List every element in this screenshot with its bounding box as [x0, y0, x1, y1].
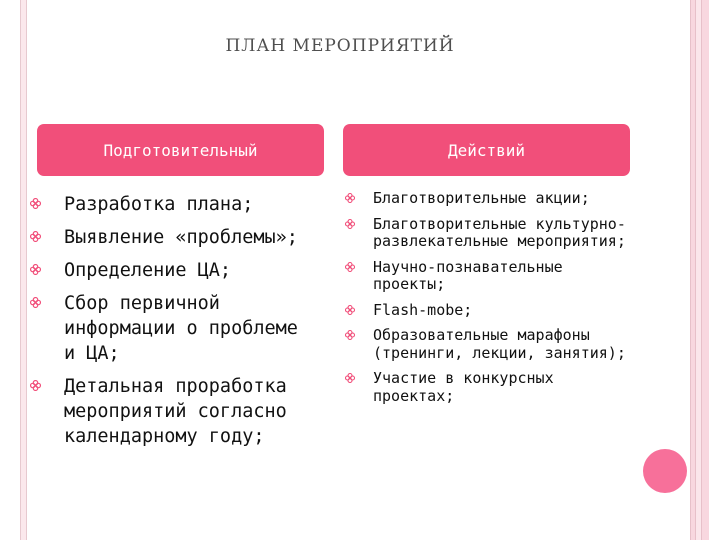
- four-petal-bullet-icon: [30, 231, 41, 242]
- column-header-label: Подготовительный: [103, 140, 258, 160]
- list-item: [30, 374, 315, 449]
- four-petal-bullet-icon: [30, 297, 41, 308]
- list-item-text: Определение ЦА;: [64, 260, 232, 281]
- list-item-text: Flash-mobe;: [373, 300, 473, 319]
- list-item-text: Выявление «проблемы»;: [64, 227, 298, 248]
- list-item: [345, 370, 635, 405]
- list-item: [345, 259, 635, 294]
- list-item: [30, 225, 315, 250]
- list-item-text: Образовательные марафоны (тренинги, лекции, занятия);: [373, 326, 626, 362]
- list-item-text: Сбор первичной информации о проблеме и ЦА;: [64, 293, 298, 364]
- column-header-actions: [343, 124, 630, 176]
- four-petal-bullet-icon: [345, 330, 355, 340]
- list-item-text: Благотворительные культурно-развлекательные мероприятия;: [373, 214, 626, 250]
- list-item: [30, 258, 315, 283]
- list-item: [345, 327, 635, 362]
- four-petal-bullet-icon: [30, 198, 41, 209]
- column-header-preparatory: [37, 124, 324, 176]
- list-item: [345, 302, 635, 320]
- four-petal-bullet-icon: [345, 262, 355, 272]
- four-petal-bullet-icon: [345, 373, 355, 383]
- actions-list: [345, 190, 635, 413]
- four-petal-bullet-icon: [345, 219, 355, 229]
- list-item-text: Благотворительные акции;: [373, 189, 590, 207]
- list-item-text: Разработка плана;: [64, 194, 254, 215]
- list-item: [345, 190, 635, 208]
- preparatory-list: [30, 192, 315, 457]
- slide-title: ПЛАН МЕРОПРИЯТИЙ: [225, 36, 455, 56]
- list-item-text: Детальная проработка мероприятий согласно календарному году;: [64, 376, 287, 447]
- list-item: [30, 291, 315, 366]
- column-header-label: Действий: [447, 140, 526, 160]
- four-petal-bullet-icon: [30, 380, 41, 391]
- list-item: [345, 216, 635, 251]
- decorative-pink-circle: [643, 449, 687, 493]
- right-frame-inner-stripe: [695, 0, 702, 540]
- four-petal-bullet-icon: [30, 264, 41, 275]
- left-frame-stripe: [20, 0, 27, 540]
- list-item-text: Участие в конкурсных проектах;: [373, 369, 554, 405]
- list-item-text: Научно-познавательные проекты;: [373, 257, 563, 293]
- four-petal-bullet-icon: [345, 305, 355, 315]
- list-item: [30, 192, 315, 217]
- four-petal-bullet-icon: [345, 193, 355, 203]
